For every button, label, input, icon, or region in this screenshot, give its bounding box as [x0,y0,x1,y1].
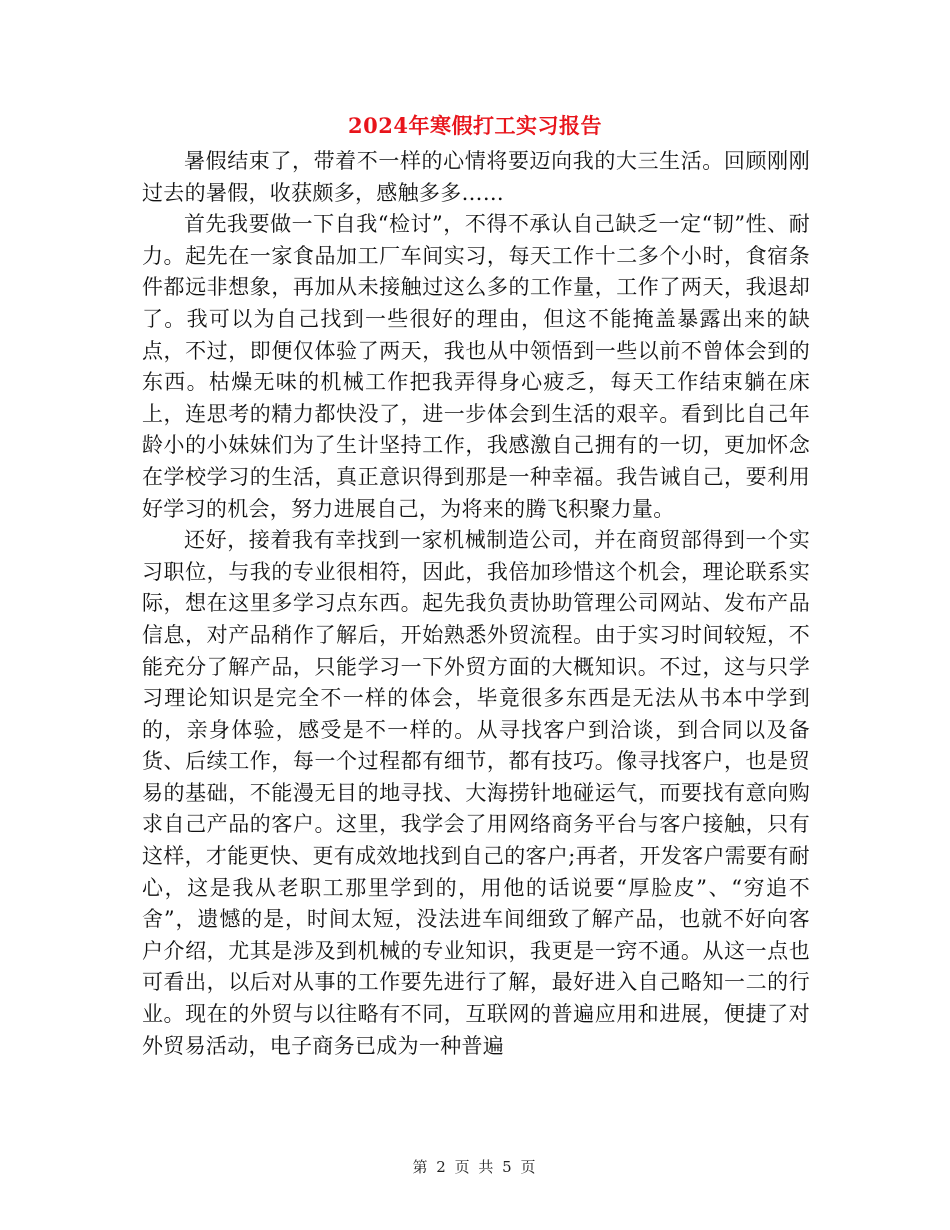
paragraph-1: 暑假结束了，带着不一样的心情将要迈向我的大三生活。回顾刚刚过去的暑假，收获颇多，感触多多…… [142,149,810,205]
page-footer: 第 2 页 共 5 页 [412,1158,538,1176]
paragraph-2: 首先我要做一下自我“检讨”，不得不承认自己缺乏一定“韧”性、耐力。起先在一家食品加工厂车间实习，每天工作十二多个小时，食宿条件都远非想象，再加从未接触过这么多的工作量，工作了两天，我退却了。我可以为自己找到一些很好的理由，但这不能掩盖暴露出来的缺点，不过，即便仅体验了两天，我也从中领悟到一些以前不曾体会到的东西。枯燥无味的机械工作把我弄得身心疲乏，每天工作结束躺在床上，连思考的精力都快没了，进一步体会到生活的艰辛。看到比自己年龄小的小妹妹们为了生计坚持工作，我感激自己拥有的一切，更加怀念在学校学习的生活，真正意识得到那是一种幸福。我告诫自己，要利用好学习的机会，努力进展自己，为将来的腾飞积聚力量。 [142,212,810,521]
paragraph-3: 还好，接着我有幸找到一家机械制造公司，并在商贸部得到一个实习职位，与我的专业很相符，因此，我倍加珍惜这个机会，理论联系实际，想在这里多学习点东西。起先我负责协助管理公司网站、发布产品信息，对产品稍作了解后，开始熟悉外贸流程。由于实习时间较短，不能充分了解产品，只能学习一下外贸方面的大概知识。不过，这与只学习理论知识是完全不一样的体会，毕竟很多东西是无法从书本中学到的，亲身体验，感受是不一样的。从寻找客户到洽谈，到合同以及备货、后续工作，每一个过程都有细节，都有技巧。像寻找客户，也是贸易的基础，不能漫无目的地寻找、大海捞针地碰运气，而要找有意向购求自己产品的客户。这里，我学会了用网络商务平台与客户接触，只有这样，才能更快、更有成效地找到自己的客户;再者，开发客户需要有耐心，这是我从老职工那里学到的，用他的话说要“厚脸皮”、“穷追不舍”，遗憾的是，时间太短，没法进车间细致了解产品，也就不好向客户介绍，尤其是涉及到机械的专业知识，我更是一窍不通。从这一点也可看出，以后对从事的工作要先进行了解，最好进入自己略知一二的行业。现在的外贸与以往略有不同，互联网的普遍应用和进展，便捷了对外贸易活动，电子商务已成为一种普遍 [142,528,810,1058]
document-body [142,146,810,1062]
document-title: 2024年寒假打工实习报告 [348,113,602,138]
